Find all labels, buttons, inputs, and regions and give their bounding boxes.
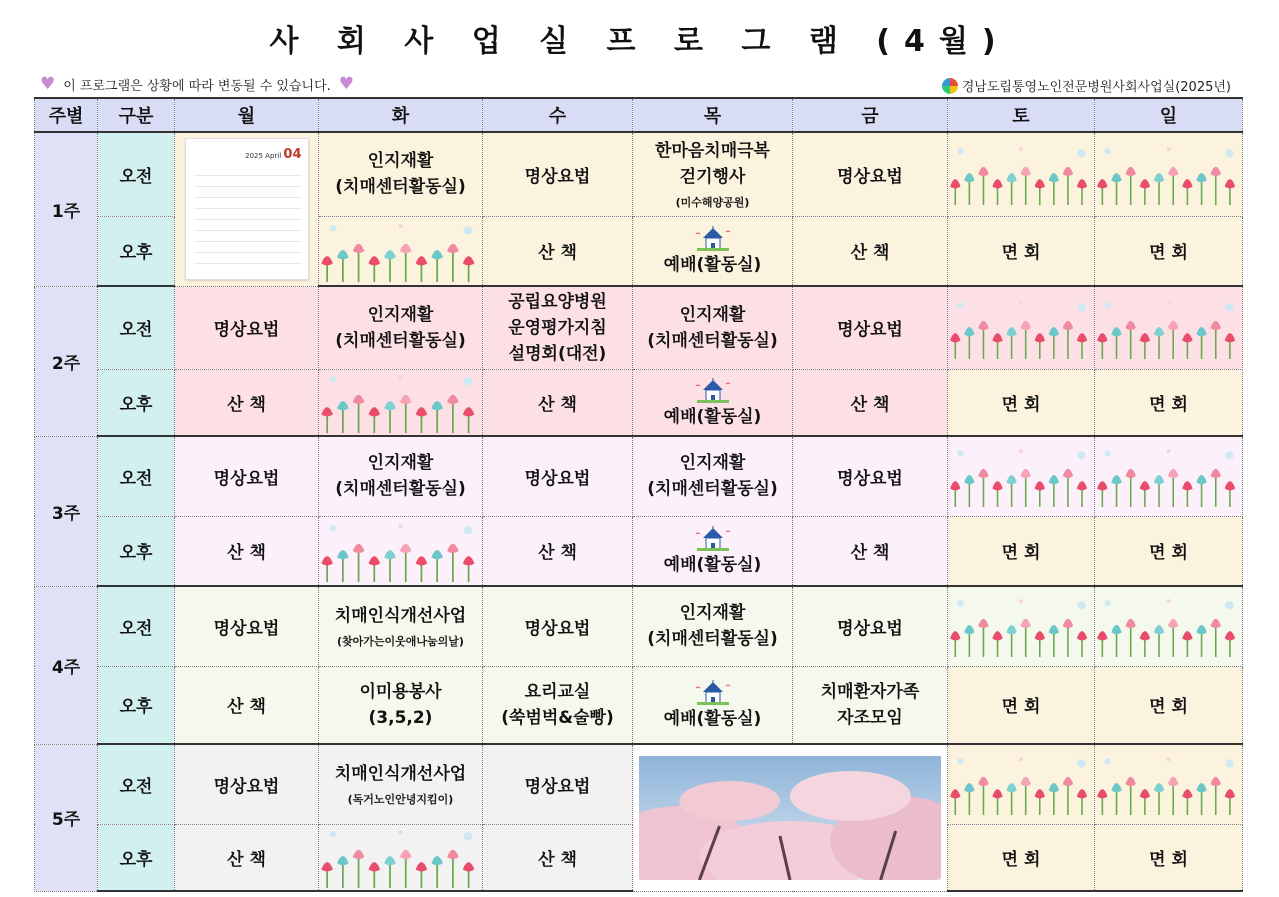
cell-w4-pm-sun: 면 회	[1095, 666, 1243, 744]
half-label-am: 오전	[98, 132, 175, 216]
tulip-decoration	[1095, 744, 1243, 824]
cell-w5-pm-sat: 면 회	[948, 824, 1095, 891]
cell-w4-pm-sat: 면 회	[948, 666, 1095, 744]
tulip-decoration	[948, 586, 1095, 666]
heart-icon: ♥	[338, 74, 355, 94]
half-label-pm: 오후	[98, 369, 175, 436]
header-tue: 화	[319, 98, 483, 132]
cell-w1-am-wed: 명상요법	[483, 132, 633, 216]
tulip-icon	[948, 143, 1094, 205]
header-row	[35, 98, 1243, 132]
cell-w2-am-tue: 인지재활 (치매센터활동실)	[319, 286, 483, 369]
heart-icon: ♥	[40, 74, 56, 94]
tulip-decoration	[1095, 436, 1243, 516]
page-title: 사 회 사 업 실 프 로 그 램 (4월)	[269, 24, 1010, 59]
week-label: 3주	[35, 436, 98, 586]
chapel-icon	[693, 378, 733, 404]
week-label: 1주	[35, 132, 98, 286]
tulip-decoration	[319, 516, 483, 586]
header-mon: 월	[175, 98, 319, 132]
tulip-icon	[1095, 595, 1242, 657]
half-label-am: 오전	[98, 586, 175, 666]
cell-w5-am-wed: 명상요법	[483, 744, 633, 824]
cell-w5-pm-wed: 산 책	[483, 824, 633, 891]
half-label-pm: 오후	[98, 516, 175, 586]
cell-w3-am-thu: 인지재활 (치매센터활동실)	[633, 436, 793, 516]
cell-w2-am-thu: 인지재활 (치매센터활동실)	[633, 286, 793, 369]
chapel-icon	[693, 680, 733, 706]
half-label-pm: 오후	[98, 216, 175, 286]
week3-pm-row	[35, 516, 1243, 586]
cell-w3-pm-sat: 면 회	[948, 516, 1095, 586]
org-name: 경남도립통영노인전문병원사회사업실(2025년)	[961, 80, 1231, 95]
chapel-icon	[693, 226, 733, 252]
header-thu: 목	[633, 98, 793, 132]
week-label: 5주	[35, 744, 98, 891]
tulip-decoration	[319, 369, 483, 436]
week-label: 4주	[35, 586, 98, 744]
cell-w4-pm-thu: 예배(활동실)	[633, 666, 793, 744]
schedule-table	[34, 97, 1243, 892]
header-half: 구분	[98, 98, 175, 132]
calendar-month-number: 04	[283, 147, 302, 163]
tulip-icon	[1095, 753, 1242, 815]
cell-w4-am-fri: 명상요법	[793, 586, 948, 666]
calendar-image	[175, 132, 319, 286]
org-credit	[942, 76, 1231, 95]
cell-w2-pm-sun: 면 회	[1095, 369, 1243, 436]
cell-w4-am-tue: 치매인식개선사업 (찾아가는이웃애나눔의날)	[319, 586, 483, 666]
week4-am-row	[35, 586, 1243, 666]
week2-am-row	[35, 286, 1243, 369]
half-label-am: 오전	[98, 744, 175, 824]
tulip-icon	[319, 520, 482, 582]
cell-w3-pm-mon: 산 책	[175, 516, 319, 586]
tulip-decoration	[319, 216, 483, 286]
cell-w2-pm-mon: 산 책	[175, 369, 319, 436]
header-fri: 금	[793, 98, 948, 132]
cell-w2-pm-wed: 산 책	[483, 369, 633, 436]
tulip-icon	[319, 220, 482, 282]
cell-w2-pm-sat: 면 회	[948, 369, 1095, 436]
notice-text: 이 프로그램은 상황에 따라 변동될 수 있습니다.	[63, 78, 331, 94]
cell-w3-am-fri: 명상요법	[793, 436, 948, 516]
cell-w2-am-fri: 명상요법	[793, 286, 948, 369]
header-wed: 수	[483, 98, 633, 132]
header-sun: 일	[1095, 98, 1243, 132]
week4-pm-row	[35, 666, 1243, 744]
cell-w4-am-thu: 인지재활 (치매센터활동실)	[633, 586, 793, 666]
tulip-decoration	[1095, 286, 1243, 369]
cell-w4-pm-fri: 치매환자가족 자조모임	[793, 666, 948, 744]
cell-w3-am-wed: 명상요법	[483, 436, 633, 516]
cell-w1-pm-fri: 산 책	[793, 216, 948, 286]
tulip-icon	[948, 445, 1094, 507]
cell-w1-pm-wed: 산 책	[483, 216, 633, 286]
cell-w4-pm-wed: 요리교실 (쑥범벅&술빵)	[483, 666, 633, 744]
tulip-icon	[1095, 143, 1242, 205]
cell-w5-pm-sun: 면 회	[1095, 824, 1243, 891]
half-label-am: 오전	[98, 436, 175, 516]
header-sat: 토	[948, 98, 1095, 132]
week5-am-row	[35, 744, 1243, 824]
notice	[40, 74, 354, 94]
cell-w2-pm-thu: 예배(활동실)	[633, 369, 793, 436]
tulip-decoration	[319, 824, 483, 891]
cell-w4-pm-mon: 산 책	[175, 666, 319, 744]
tulip-decoration	[948, 132, 1095, 216]
cell-w4-am-mon: 명상요법	[175, 586, 319, 666]
cell-w3-pm-sun: 면 회	[1095, 516, 1243, 586]
cell-w1-am-fri: 명상요법	[793, 132, 948, 216]
header-week: 주별	[35, 98, 98, 132]
cell-w1-am-tue: 인지재활 (치매센터활동실)	[319, 132, 483, 216]
cell-w2-am-mon: 명상요법	[175, 286, 319, 369]
tulip-icon	[319, 826, 482, 888]
week2-pm-row	[35, 369, 1243, 436]
cell-w4-am-wed: 명상요법	[483, 586, 633, 666]
tulip-decoration	[1095, 132, 1243, 216]
cell-w1-pm-sat: 면 회	[948, 216, 1095, 286]
week-label: 2주	[35, 286, 98, 436]
tulip-icon	[948, 753, 1094, 815]
tulip-icon	[948, 595, 1094, 657]
cell-w1-pm-sun: 면 회	[1095, 216, 1243, 286]
tulip-decoration	[948, 286, 1095, 369]
cell-w1-am-thu: 한마음치매극복 걷기행사 (미수해양공원)	[633, 132, 793, 216]
cell-w3-am-tue: 인지재활 (치매센터활동실)	[319, 436, 483, 516]
cell-w3-am-mon: 명상요법	[175, 436, 319, 516]
tulip-decoration	[1095, 586, 1243, 666]
tulip-decoration	[948, 436, 1095, 516]
half-label-pm: 오후	[98, 666, 175, 744]
cell-w3-pm-wed: 산 책	[483, 516, 633, 586]
cell-w5-am-mon: 명상요법	[175, 744, 319, 824]
cell-w3-pm-thu: 예배(활동실)	[633, 516, 793, 586]
cherry-blossom-icon	[639, 756, 941, 880]
tulip-icon	[1095, 445, 1242, 507]
tulip-decoration	[948, 744, 1095, 824]
half-label-pm: 오후	[98, 824, 175, 891]
org-logo-icon	[942, 78, 958, 94]
cell-w2-pm-fri: 산 책	[793, 369, 948, 436]
cherry-blossom-image	[633, 744, 948, 891]
week3-am-row	[35, 436, 1243, 516]
half-label-am: 오전	[98, 286, 175, 369]
cell-w5-pm-mon: 산 책	[175, 824, 319, 891]
cell-w3-pm-fri: 산 책	[793, 516, 948, 586]
tulip-icon	[1095, 297, 1242, 359]
calendar-year-month: 2025 April	[245, 152, 282, 161]
tulip-icon	[319, 371, 482, 433]
week1-am-row	[35, 132, 1243, 216]
tulip-icon	[948, 297, 1094, 359]
cell-w4-pm-tue: 이미용봉사 (3,5,2)	[319, 666, 483, 744]
cell-w1-pm-thu: 예배(활동실)	[633, 216, 793, 286]
chapel-icon	[693, 526, 733, 552]
cell-w2-am-wed: 공립요양병원 운영평가지침 설명회(대전)	[483, 286, 633, 369]
cell-w5-am-tue: 치매인식개선사업 (독거노인안녕지킴이)	[319, 744, 483, 824]
